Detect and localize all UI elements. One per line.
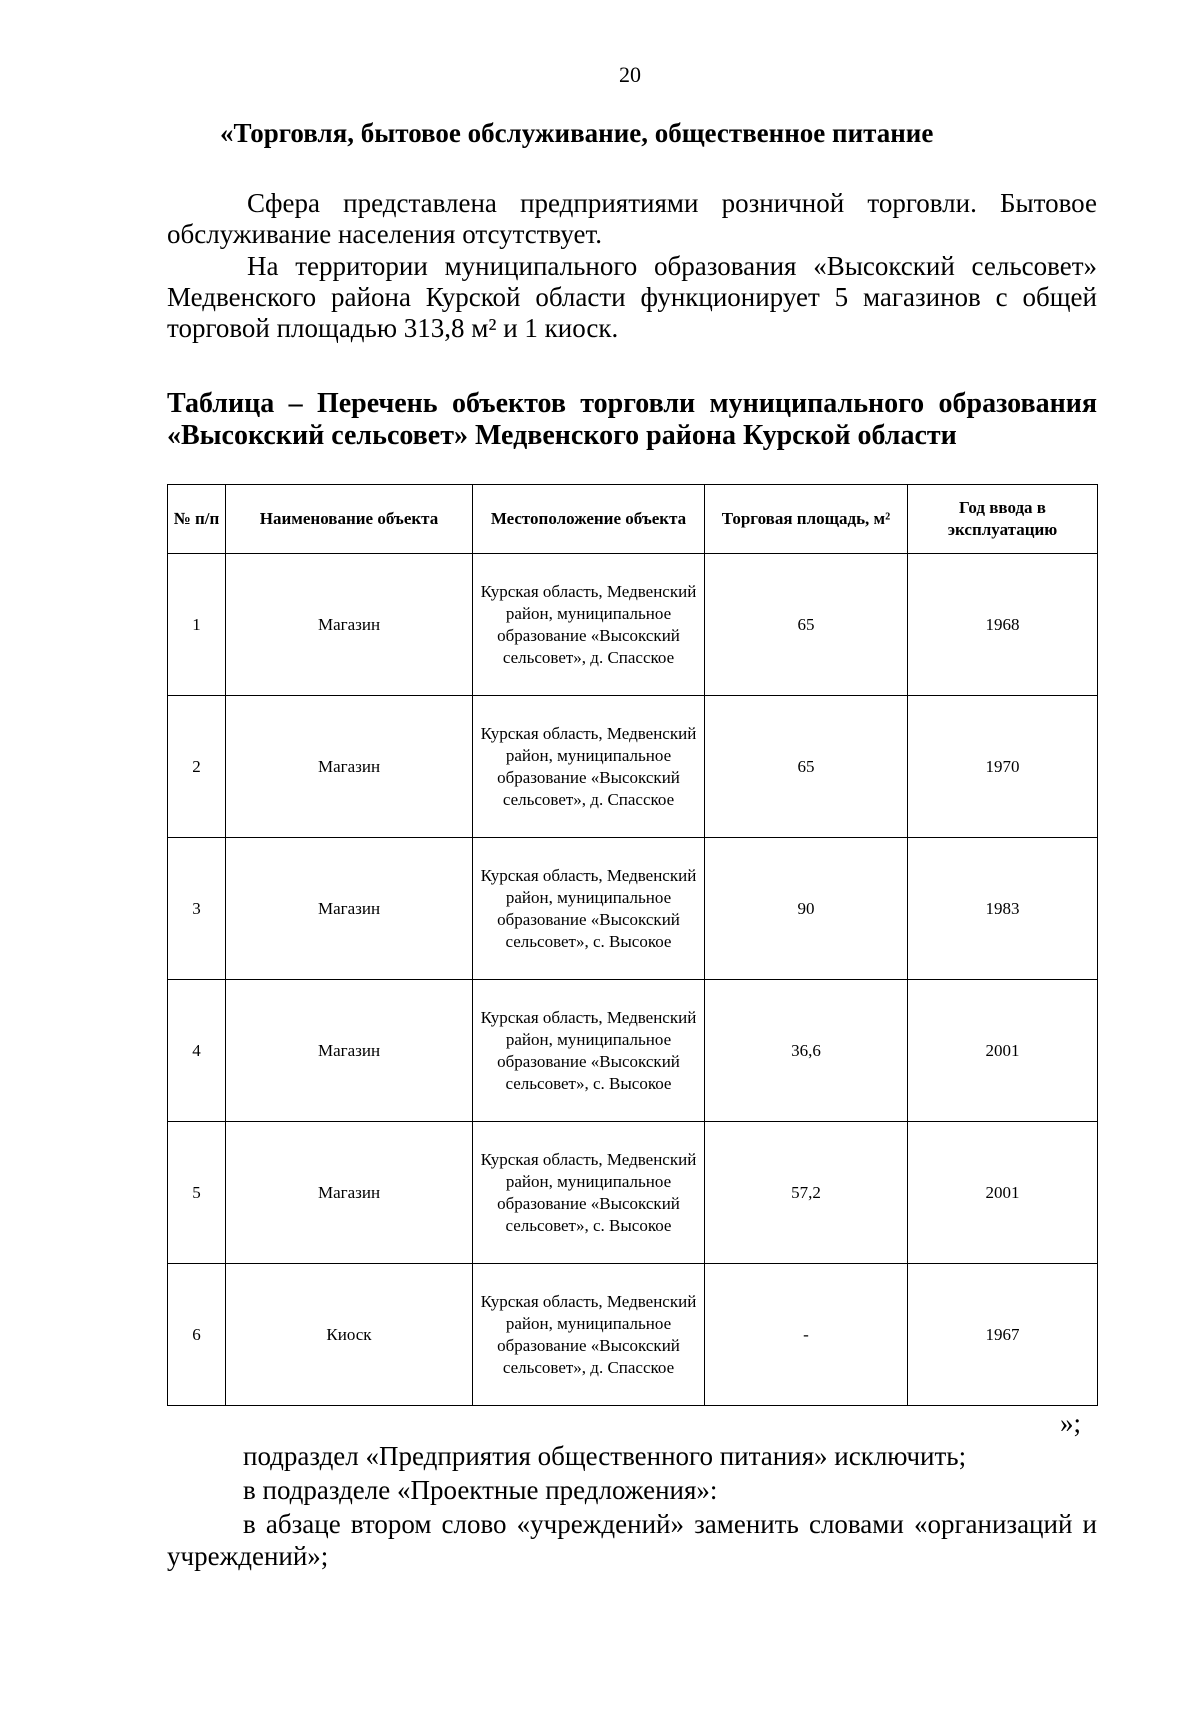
amendment-paragraph-3: в абзаце втором слово «учреждений» заменить словами «организаций и учреждений»;	[167, 1509, 1097, 1571]
paragraph-2: На территории муниципального образования «Высокский сельсовет» Медвенского района Курской области функционирует 5 магазинов с общей торговой площадью 313,8 м² и 1 киоск.	[167, 251, 1097, 343]
table-row	[168, 696, 1098, 838]
table-row	[168, 554, 1098, 696]
cell-year: 1970	[908, 696, 1098, 838]
cell-number: 3	[168, 838, 226, 980]
header-number: № п/п	[168, 485, 226, 554]
amendment-paragraph-1: подраздел «Предприятия общественного питания» исключить;	[243, 1441, 967, 1471]
section-title: «Торговля, бытовое обслуживание, общественное питание	[220, 118, 934, 148]
header-area: Торговая площадь, м²	[705, 485, 908, 554]
cell-location: Курская область, Медвенский район, муниципальное образование «Высокский сельсовет», д. Спасское	[473, 696, 705, 838]
cell-area: 65	[705, 554, 908, 696]
cell-area: 65	[705, 696, 908, 838]
paragraph-1: Сфера представлена предприятиями розничной торговли. Бытовое обслуживание населения отсутствует.	[167, 188, 1097, 249]
header-year: Год ввода в эксплуатацию	[908, 485, 1098, 554]
header-location: Местоположение объекта	[473, 485, 705, 554]
closing-quote: »;	[1060, 1408, 1082, 1438]
cell-name: Магазин	[226, 838, 473, 980]
cell-name: Киоск	[226, 1264, 473, 1406]
amendment-paragraph-2: в подразделе «Проектные предложения»:	[243, 1475, 718, 1505]
cell-year: 2001	[908, 1122, 1098, 1264]
cell-number: 4	[168, 980, 226, 1122]
trade-objects-table	[167, 484, 1098, 1406]
cell-number: 5	[168, 1122, 226, 1264]
cell-name: Магазин	[226, 554, 473, 696]
table-row	[168, 1264, 1098, 1406]
cell-area: 90	[705, 838, 908, 980]
header-name: Наименование объекта	[226, 485, 473, 554]
table-caption: Таблица – Перечень объектов торговли муниципального образования «Высокский сельсовет» Медвенского района Курской области	[167, 388, 1097, 451]
cell-location: Курская область, Медвенский район, муниципальное образование «Высокский сельсовет», с. Высокое	[473, 1122, 705, 1264]
cell-area: -	[705, 1264, 908, 1406]
cell-name: Магазин	[226, 980, 473, 1122]
cell-name: Магазин	[226, 696, 473, 838]
cell-number: 2	[168, 696, 226, 838]
cell-number: 1	[168, 554, 226, 696]
cell-name: Магазин	[226, 1122, 473, 1264]
cell-location: Курская область, Медвенский район, муниципальное образование «Высокский сельсовет», д. Спасское	[473, 554, 705, 696]
cell-area: 36,6	[705, 980, 908, 1122]
page-number: 20	[619, 62, 641, 87]
table-row	[168, 838, 1098, 980]
cell-year: 1983	[908, 838, 1098, 980]
table-row	[168, 980, 1098, 1122]
table-row	[168, 1122, 1098, 1264]
cell-year: 1967	[908, 1264, 1098, 1406]
table-header-row	[168, 485, 1098, 554]
cell-year: 1968	[908, 554, 1098, 696]
cell-number: 6	[168, 1264, 226, 1406]
cell-location: Курская область, Медвенский район, муниципальное образование «Высокский сельсовет», с. Высокое	[473, 838, 705, 980]
cell-location: Курская область, Медвенский район, муниципальное образование «Высокский сельсовет», д. Спасское	[473, 1264, 705, 1406]
cell-year: 2001	[908, 980, 1098, 1122]
cell-area: 57,2	[705, 1122, 908, 1264]
cell-location: Курская область, Медвенский район, муниципальное образование «Высокский сельсовет», с. Высокое	[473, 980, 705, 1122]
